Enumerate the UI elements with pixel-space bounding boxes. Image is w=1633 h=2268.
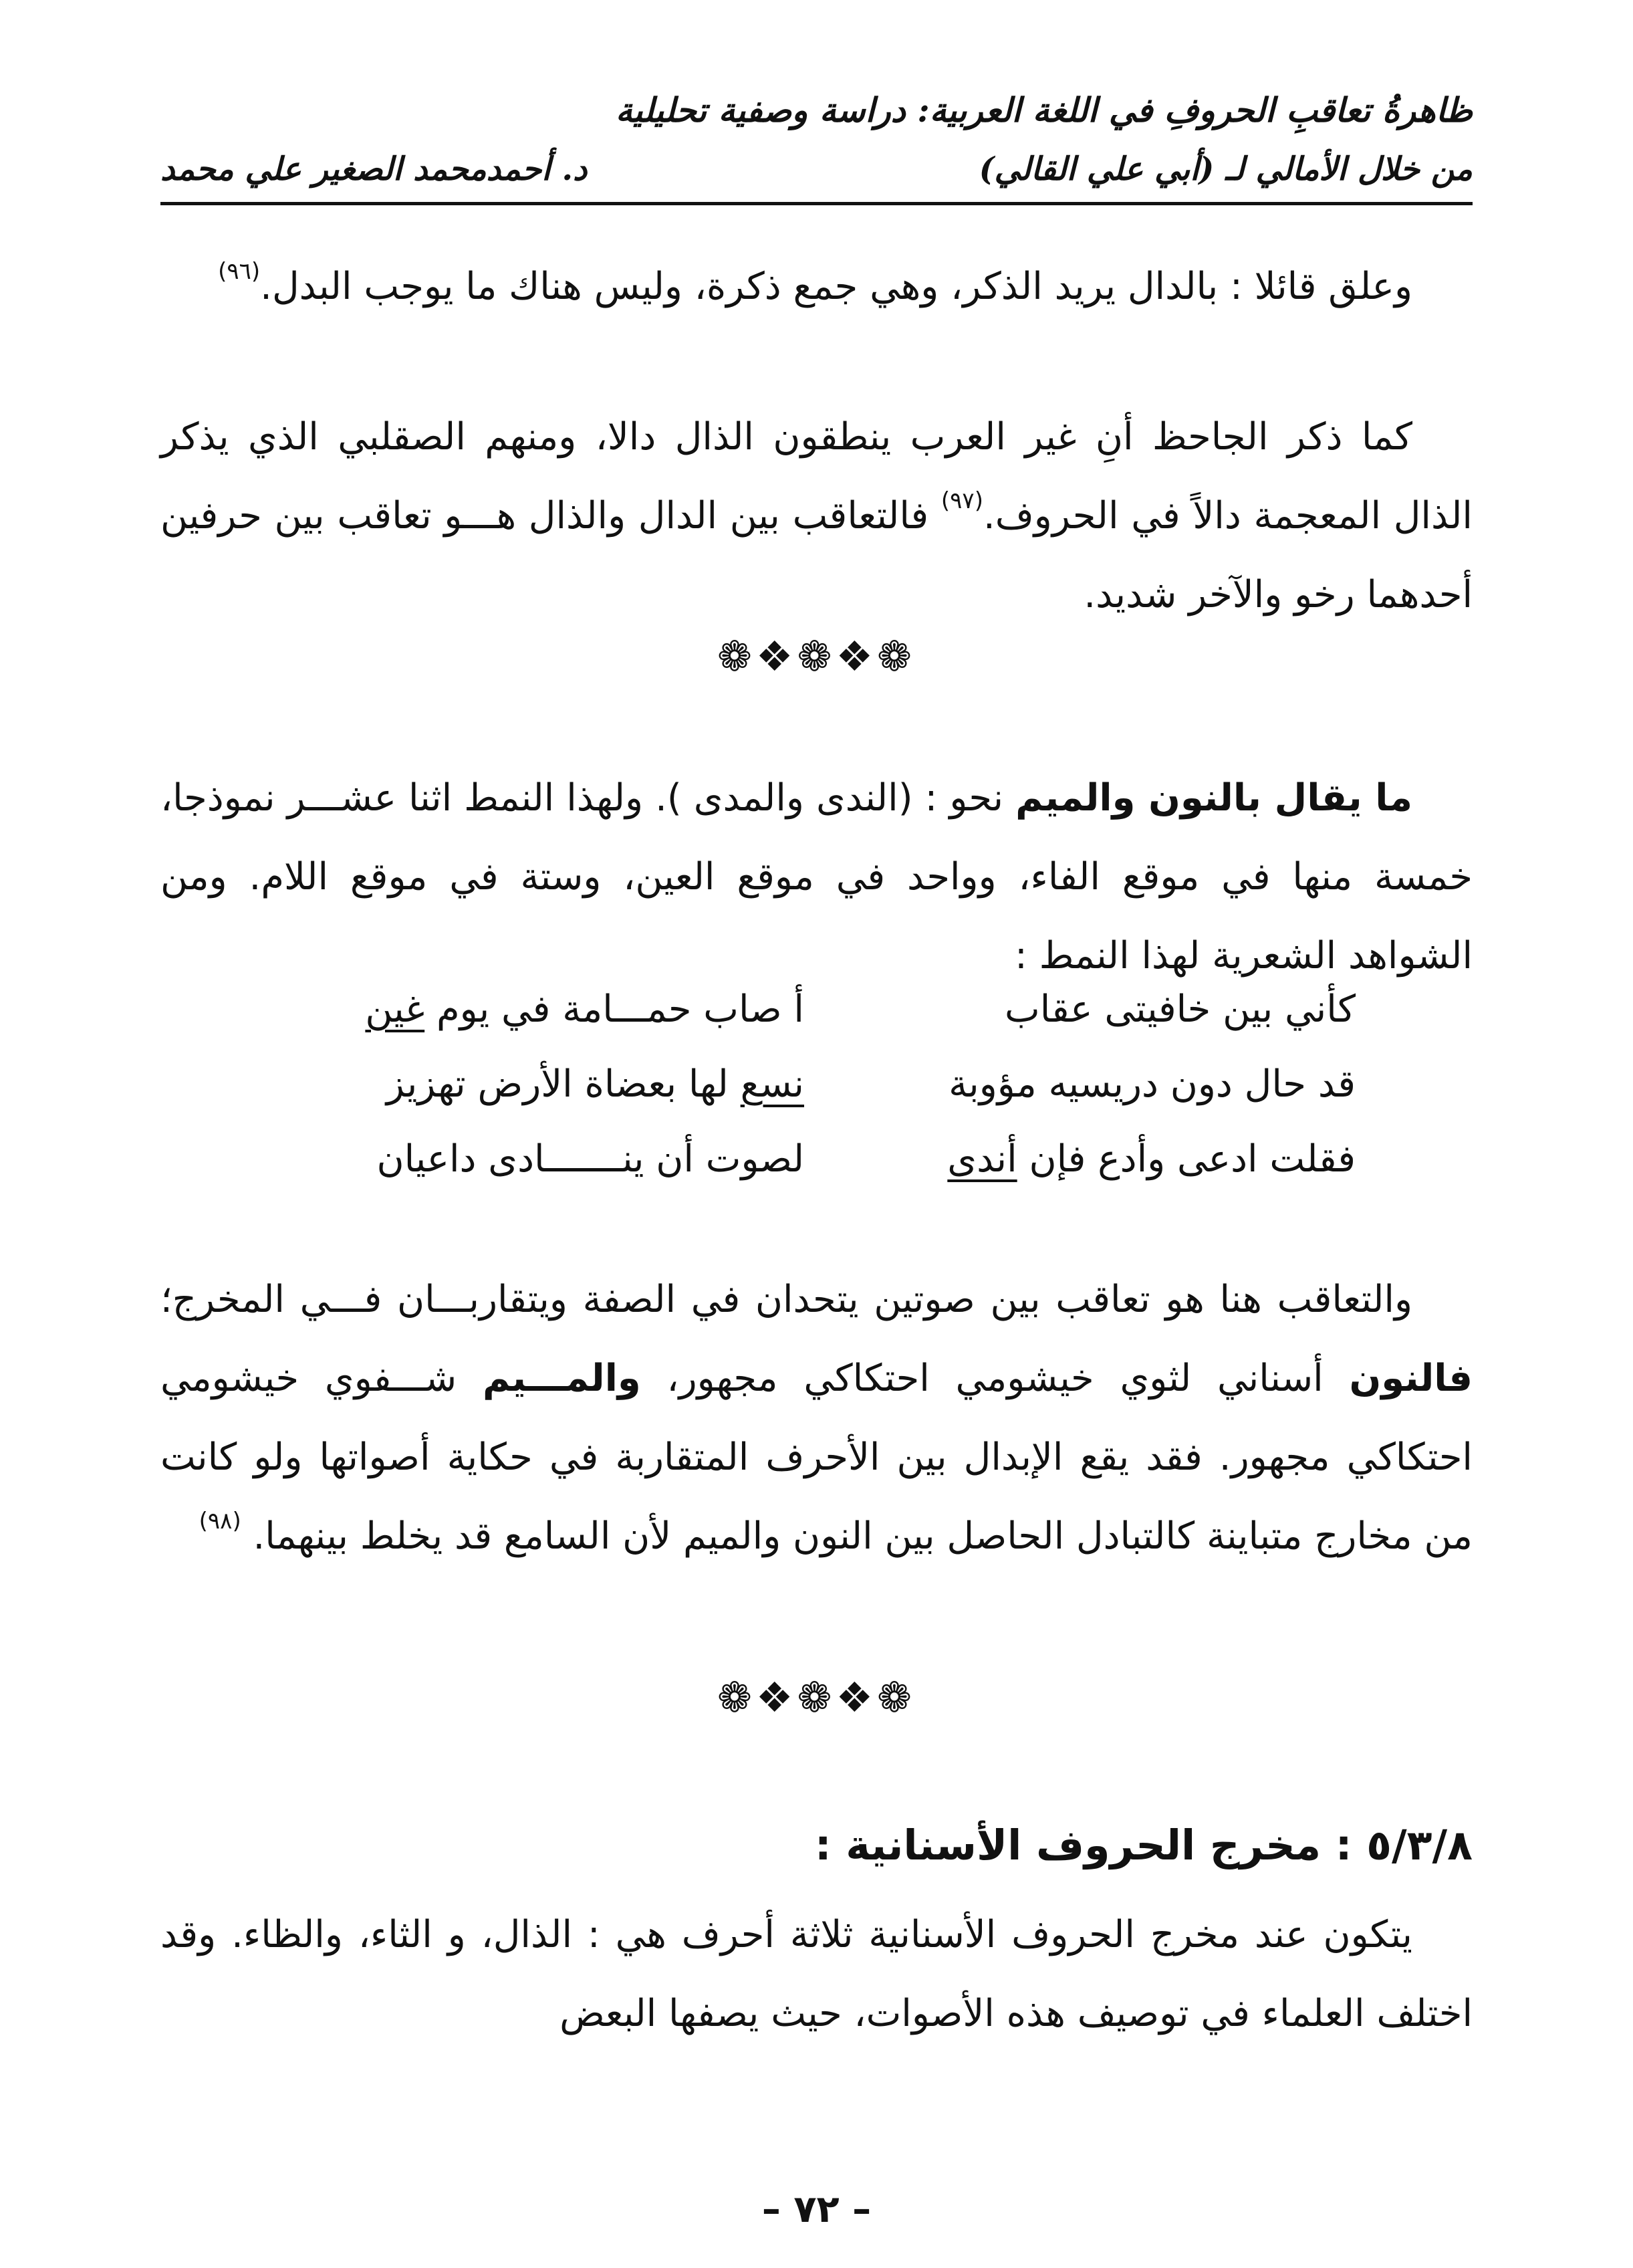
- underlined-word: غين: [365, 988, 425, 1031]
- paragraph-text: كما ذكر الجاحظ أنِ غير العرب ينطقون الذال دالا، ومنهم الصقلبي الذي يذكر الذال المعجمة دالاً في الحروف.: [160, 415, 1473, 538]
- footnote-ref[interactable]: (٩٧): [940, 487, 983, 514]
- poem-verse: [0, 1123, 1633, 1196]
- underlined-word: نسع: [740, 1062, 804, 1106]
- paragraph-4: والتعاقب هنا هو تعاقب بين صوتين يتحدان في الصفة ويتقاربـــان فـــي المخرج؛ فالنون أسناني لثوي خيشومي احتكاكي مجهور، والمـــيم شـــفوي خيشومي احتكاكي مجهور. فقد يقع الإبدال بين الأحرف المتقاربة في حكاية أصواتها ولو كانت من مخارج متباينة كالتبادل الحاصل بين النون والميم لأن السامع قد يخلط بينهما. $^{(٩٨)}$: [160, 1278, 1473, 1558]
- poem-verse: [0, 973, 1633, 1046]
- paragraph-text: يتكون عند مخرج الحروف الأسنانية ثلاثة أحرف هي : الذال، و الثاء، والظاء. وقد اختلف العلماء في توصيف هذه الأصوات، حيث يصفها البعض: [160, 1913, 1473, 2035]
- bold-term: والمـــيم: [482, 1357, 641, 1400]
- paragraph-1: [160, 247, 1473, 326]
- underlined-word: أندى: [947, 1137, 1017, 1181]
- paragraph-5: [160, 1896, 1473, 2053]
- header-title: ظاهرةُ تعاقبِ الحروفِ في اللغة العربية: دراسة وصفية تحليلية: [615, 90, 1473, 130]
- footnote-ref[interactable]: (٩٨): [199, 1508, 241, 1535]
- header-subtitle-row: [160, 146, 1473, 193]
- ornament-divider: ❁❖❁❖❁: [717, 1673, 916, 1722]
- verse-second-hemistich: نسع لها بعضاة الأرض تهزيز: [386, 1062, 804, 1106]
- section-heading: ٥/٣/٨ : مخرج الحروف الأسنانية :: [814, 1821, 1473, 1869]
- verse-second-hemistich: أ صاب حمـــامة في يوم غين: [365, 988, 804, 1031]
- pattern-title: ما يقال بالنون والميم: [1015, 776, 1412, 820]
- poem-verse: [0, 1048, 1633, 1121]
- paragraph-text: فالتعاقب بين الدال والذال هـــو تعاقب بين حرفين أحدهما رخو والآخر شديد.: [160, 494, 1473, 616]
- header-divider: [160, 202, 1473, 205]
- paragraph-text: نحو : (الندى والمدى ). ولهذا النمط اثنا عشـــر نموذجا، خمسة منها في موقع الفاء، وواحد في موقع العين، وستة في موقع اللام. ومن الشواهد الشعرية لهذا النمط :: [160, 776, 1473, 978]
- running-header: [160, 87, 1473, 221]
- paragraph-3: [160, 759, 1473, 996]
- header-subtitle: من خلال الأمالي لـ (أبي علي القالي): [979, 150, 1473, 188]
- footnote-ref[interactable]: (٩٦): [218, 258, 261, 285]
- verse-first-hemistich: فقلت ادعى وأدع فإن أندى: [947, 1137, 1356, 1181]
- header-author: د. أحمدمحمد الصغير علي محمد: [160, 150, 588, 188]
- paragraph-2: [160, 398, 1473, 635]
- verse-first-hemistich: كأني بين خافيتى عقاب: [1005, 988, 1356, 1031]
- bold-term: فالنون: [1349, 1357, 1473, 1400]
- verse-second-hemistich: لصوت أن ينـــــــادى داعيان: [376, 1137, 804, 1181]
- paragraph-text: وعلق قائلا : بالدال يريد الذكر، وهي جمع ذكرة، وليس هناك ما يوجب البدل.: [260, 265, 1412, 308]
- verse-first-hemistich: قد حال دون دريسيه مؤوبة: [949, 1062, 1356, 1106]
- page-number: – ٧٢ –: [761, 2188, 872, 2231]
- ornament-divider: ❁❖❁❖❁: [717, 632, 916, 681]
